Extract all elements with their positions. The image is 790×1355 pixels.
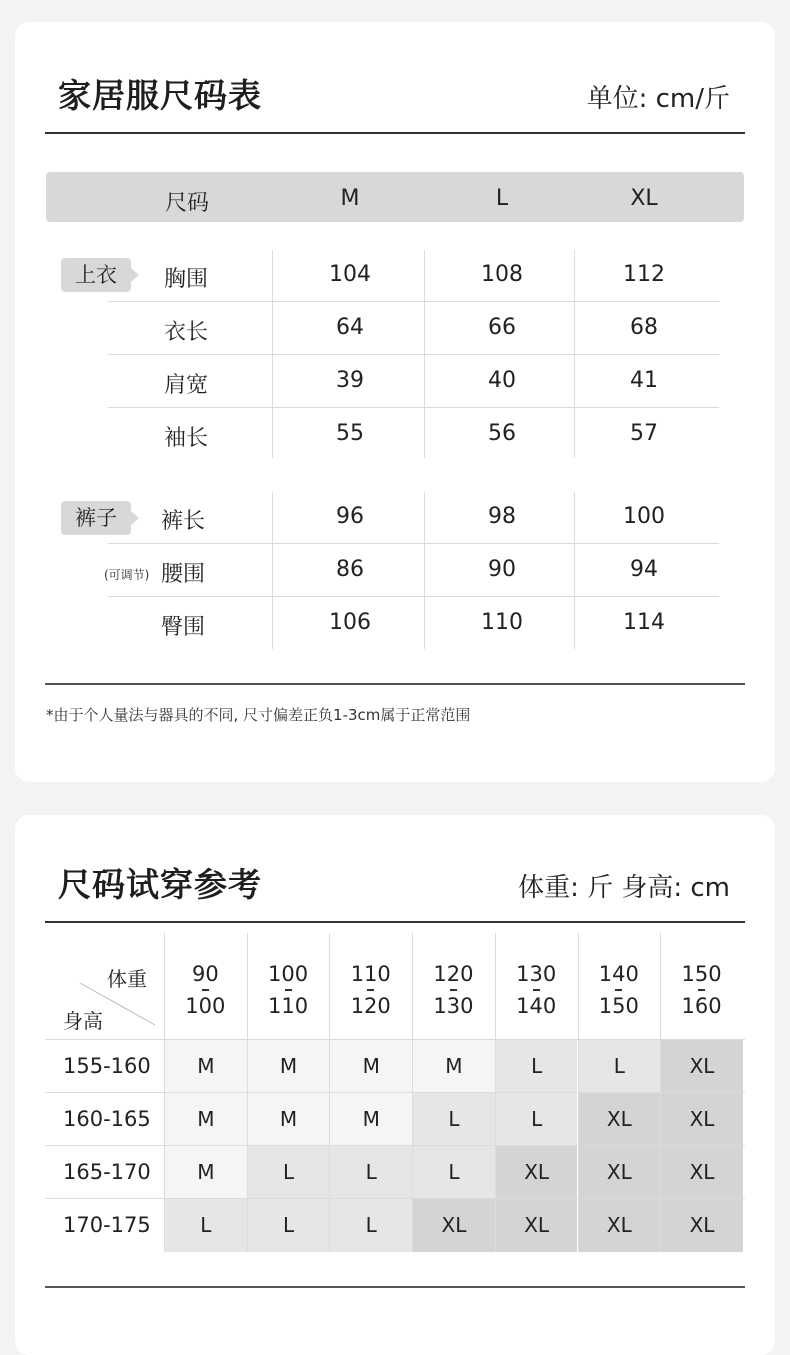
weight-max: 100	[185, 994, 226, 1018]
cell-value: 98	[488, 504, 516, 529]
cell-value: 40	[488, 368, 516, 393]
cell-value: 68	[630, 315, 658, 340]
table-row	[45, 1039, 745, 1093]
col-divider	[495, 933, 496, 1039]
col-divider	[578, 933, 579, 1039]
weight-max: 110	[267, 994, 309, 1018]
cell-value: 94	[630, 557, 658, 582]
row-label: 衣长	[164, 320, 209, 345]
height-label: 155-160	[63, 1054, 151, 1078]
size-cell: M	[247, 1040, 330, 1093]
cell-value: 57	[630, 421, 658, 446]
row-divider	[108, 596, 719, 597]
size-cell: M	[164, 1093, 247, 1146]
corner-cell	[45, 933, 164, 1039]
size-cell: XL	[412, 1199, 495, 1252]
cell-value: 106	[329, 610, 371, 635]
size-cell: L	[247, 1199, 330, 1252]
tag-pants: 裤子	[61, 501, 131, 535]
col-divider	[424, 492, 425, 649]
col-divider	[247, 933, 248, 1039]
tag-top: 上衣	[61, 258, 131, 292]
size-cell: XL	[660, 1093, 743, 1146]
header-l: L	[495, 186, 509, 211]
weight-header	[578, 959, 661, 1021]
cell-value: 104	[329, 262, 371, 287]
size-cell: M	[164, 1146, 247, 1199]
cell-value: 86	[336, 557, 364, 582]
corner-weight-label: 体重	[107, 967, 147, 991]
row-label: 肩宽	[164, 373, 209, 398]
height-label: 160-165	[63, 1107, 151, 1131]
cell-value: 66	[488, 315, 516, 340]
size-cell: M	[412, 1040, 495, 1093]
fit-chart-unit: 体重: 斤 身高: cm	[518, 873, 730, 903]
row-label: 袖长	[164, 426, 209, 451]
col-divider	[272, 492, 273, 649]
cell-value: 110	[481, 610, 523, 635]
weight-header	[329, 959, 412, 1021]
col-divider	[164, 933, 165, 1039]
fit-chart-card	[15, 815, 775, 1355]
footnote-divider	[45, 683, 745, 685]
row-label: 腰围	[161, 562, 206, 587]
cell-value: 108	[481, 262, 523, 287]
cell-value: 64	[336, 315, 364, 340]
weight-min: 90	[191, 962, 219, 986]
cell-value: 96	[336, 504, 364, 529]
size-cell: M	[329, 1093, 412, 1146]
row-divider	[108, 407, 719, 408]
table-row	[45, 1198, 745, 1252]
height-label: 170-175	[63, 1213, 151, 1237]
row-label: 裤长	[161, 509, 206, 534]
weight-max: 140	[516, 994, 557, 1018]
size-cell: L	[412, 1146, 495, 1199]
size-cell: XL	[578, 1199, 661, 1252]
size-cell: XL	[660, 1199, 743, 1252]
cell-value: 112	[623, 262, 665, 287]
size-cell: M	[247, 1093, 330, 1146]
cell-value: 90	[488, 557, 516, 582]
col-divider	[574, 492, 575, 649]
cell-value: 55	[336, 421, 364, 446]
size-cell: XL	[495, 1199, 578, 1252]
weight-min: 140	[598, 962, 639, 986]
row-divider	[108, 354, 719, 355]
size-cell: L	[495, 1093, 578, 1146]
weight-header	[412, 959, 495, 1021]
header-xl: XL	[630, 186, 658, 211]
size-cell: XL	[578, 1146, 661, 1199]
size-cell: L	[329, 1146, 412, 1199]
weight-header	[495, 959, 578, 1021]
weight-min: 150	[681, 962, 722, 986]
cell-value: 114	[623, 610, 665, 635]
row-label: 胸围	[164, 267, 209, 292]
weight-min: 120	[433, 962, 474, 986]
col-divider	[329, 933, 330, 1039]
size-cell: L	[164, 1199, 247, 1252]
bottom-divider	[45, 1286, 745, 1288]
fit-chart-title: 尺码试穿参考	[58, 865, 262, 904]
weight-max: 120	[350, 994, 391, 1018]
row-label: 臀围	[161, 615, 206, 640]
footnote: *由于个人量法与器具的不同, 尺寸偏差正负1-3cm属于正常范围	[46, 706, 471, 724]
size-cell: L	[578, 1040, 661, 1093]
cell-value: 39	[336, 368, 364, 393]
size-cell: M	[329, 1040, 412, 1093]
adjustable-note: (可调节)	[104, 568, 150, 582]
size-cell: XL	[578, 1093, 661, 1146]
weight-max: 160	[681, 994, 722, 1018]
table-row	[45, 1092, 745, 1146]
title-divider	[45, 921, 745, 923]
size-cell: XL	[660, 1146, 743, 1199]
table-row	[45, 1145, 745, 1199]
col-divider	[412, 933, 413, 1039]
size-chart-title: 家居服尺码表	[58, 76, 262, 115]
weight-min: 110	[350, 962, 391, 986]
height-label: 165-170	[63, 1160, 151, 1184]
cell-value: 56	[488, 421, 516, 446]
size-cell: L	[495, 1040, 578, 1093]
cell-value: 41	[630, 368, 658, 393]
weight-header	[247, 959, 330, 1021]
size-cell: XL	[660, 1040, 743, 1093]
corner-height-label: 身高	[63, 1009, 103, 1033]
weight-header	[164, 959, 247, 1021]
size-cell: L	[247, 1146, 330, 1199]
size-cell: L	[329, 1199, 412, 1252]
size-cell: M	[164, 1040, 247, 1093]
row-divider	[108, 543, 719, 544]
weight-max: 150	[598, 994, 639, 1018]
size-chart-unit: 单位: cm/斤	[586, 84, 730, 114]
size-cell: XL	[495, 1146, 578, 1199]
col-divider	[660, 933, 661, 1039]
size-cell: L	[412, 1093, 495, 1146]
weight-header	[660, 959, 743, 1021]
size-chart-card	[15, 22, 775, 782]
header-m: M	[340, 186, 360, 211]
header-size: 尺码	[164, 191, 210, 216]
row-divider	[108, 301, 719, 302]
cell-value: 100	[623, 504, 665, 529]
weight-min: 130	[516, 962, 557, 986]
weight-max: 130	[433, 994, 474, 1018]
title-divider	[45, 132, 745, 134]
weight-min: 100	[267, 962, 309, 986]
